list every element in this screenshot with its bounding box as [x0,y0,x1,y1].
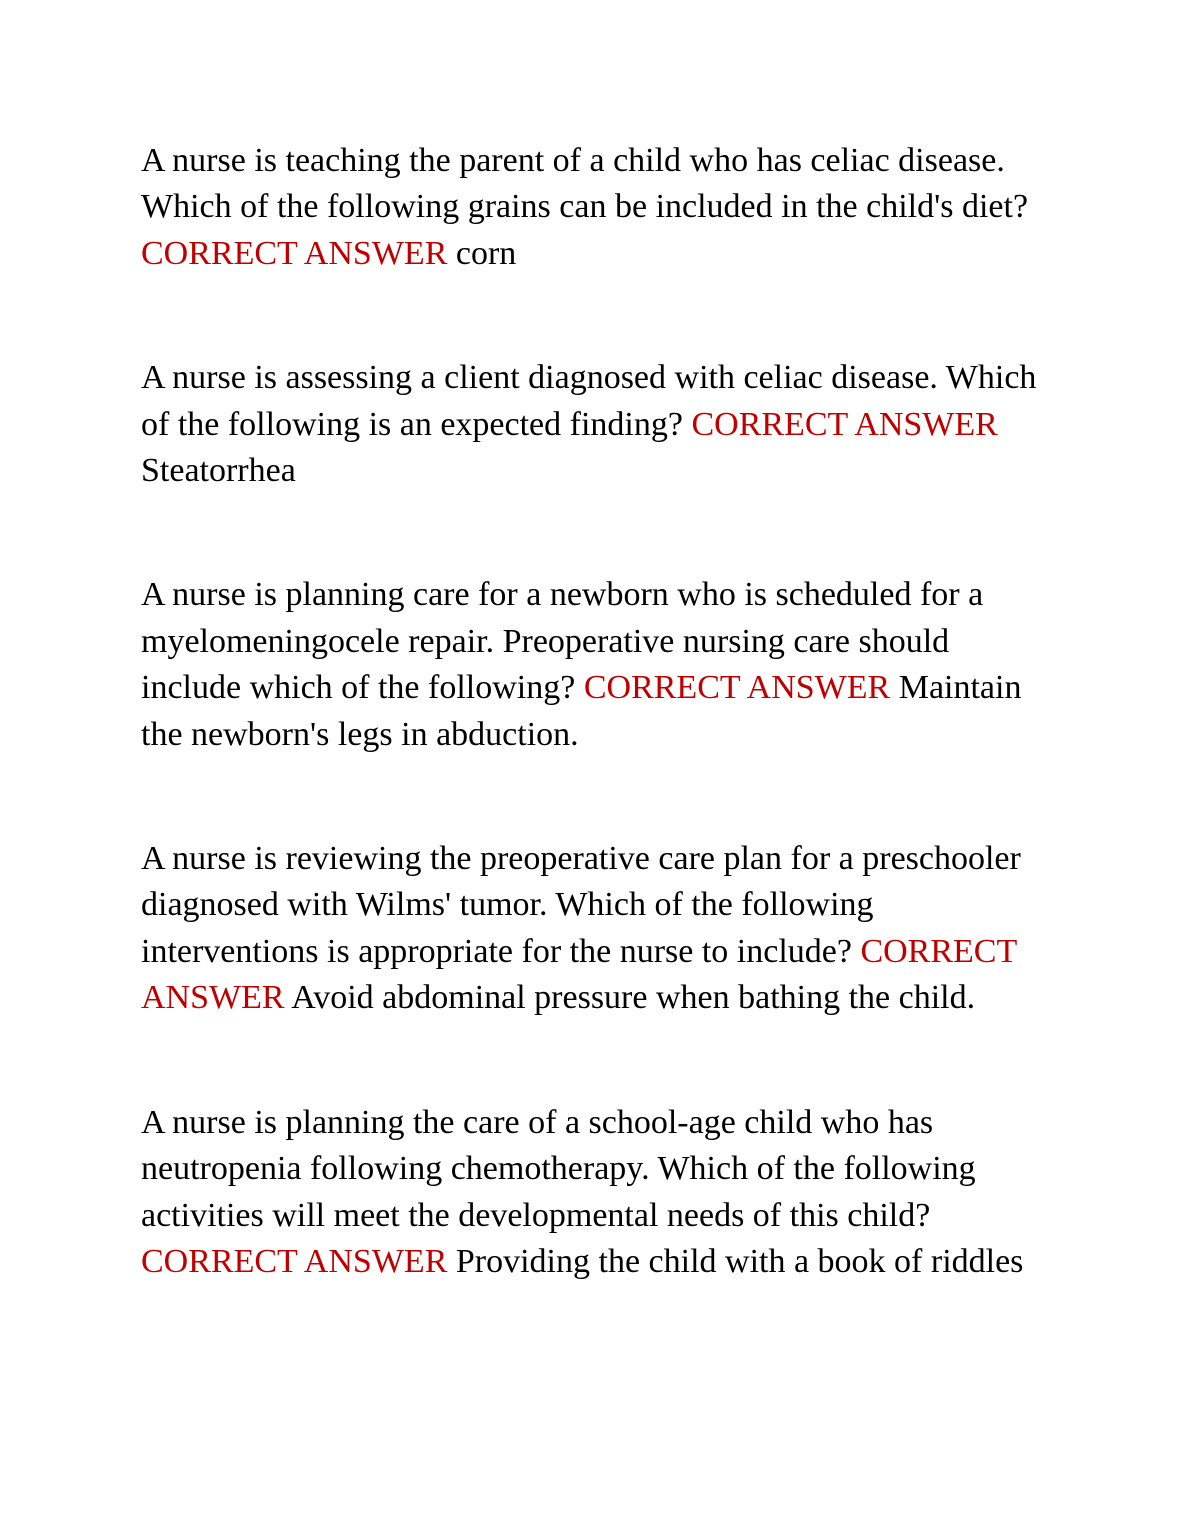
answer-text: Avoid abdominal pressure when bathing the child. [291,979,976,1017]
correct-answer-label: CORRECT ANSWER [141,234,448,272]
question-text: A nurse is assessing a client diagnosed with celiac disease. Which of the following is an expected finding? [141,359,1037,443]
qa-paragraph [141,572,1056,758]
question-text: A nurse is planning care for a newborn who is scheduled for a myelomeningocele repair. Preoperative nursing care should include which of the following? [141,576,984,707]
question-text: A nurse is planning the care of a school-age child who has neutropenia following chemotherapy. Which of the following activities will meet the developmental needs of this child? [141,1103,976,1234]
qa-item-3 [141,572,1056,758]
qa-paragraph [141,836,1056,1022]
answer-text: corn [455,234,517,272]
correct-answer-label: CORRECT ANSWER [141,932,1017,1017]
qa-item-5 [141,1100,1056,1286]
document-page [141,138,1056,1363]
qa-item-2 [141,355,1056,494]
question-text: A nurse is reviewing the preoperative care plan for a preschooler diagnosed with Wilms' tumor. Which of the following interventions is appropriate for the nurse to include? [141,840,1021,970]
question-text: A nurse is teaching the parent of a child who has celiac disease. Which of the following grains can be included in the child's diet? [141,142,1029,226]
answer-text: Steatorrhea [141,452,296,490]
qa-paragraph [141,1100,1056,1286]
qa-paragraph [141,138,1056,277]
correct-answer-label: CORRECT ANSWER [691,405,998,443]
correct-answer-label: CORRECT ANSWER [583,669,891,707]
qa-item-4 [141,836,1056,1022]
answer-text: Maintain the newborn's legs in abduction. [141,669,1022,753]
qa-item-1 [141,138,1056,277]
answer-text: Providing the child with a book of riddles [455,1242,1024,1280]
correct-answer-label: CORRECT ANSWER [141,1242,448,1280]
qa-paragraph [141,355,1056,494]
